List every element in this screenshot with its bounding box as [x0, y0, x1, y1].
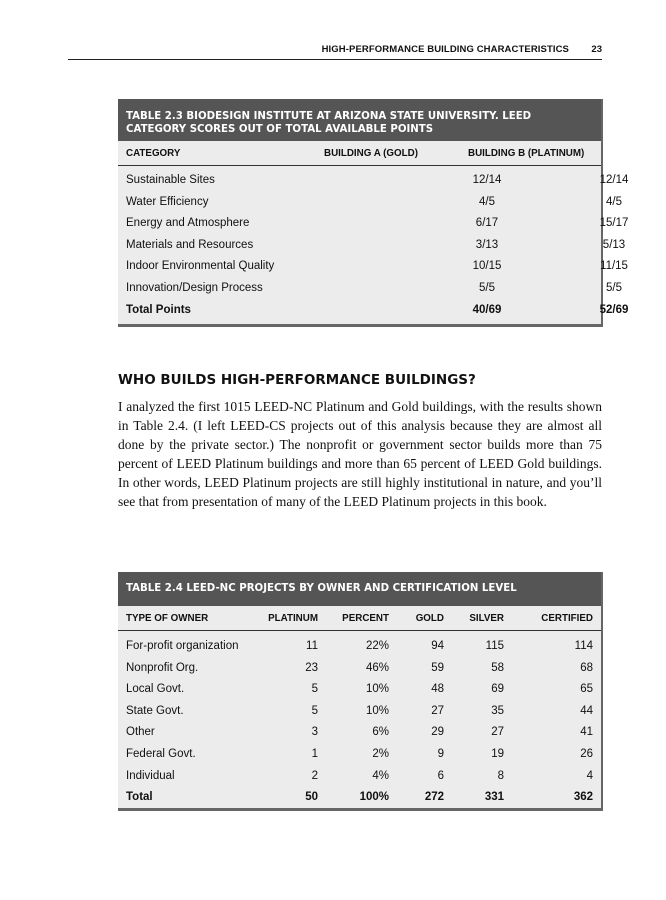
table-row	[118, 212, 629, 234]
percent-cell: 22%	[365, 640, 389, 652]
platinum-cell: 11	[306, 640, 318, 652]
certified-cell: 26	[580, 747, 593, 760]
owner-cell: Federal Govt.	[126, 747, 196, 760]
building-b-cell: 15/17	[599, 217, 629, 230]
platinum-cell: 23	[305, 661, 318, 674]
gold-cell: 6	[437, 769, 444, 782]
gold-cell: 29	[431, 726, 444, 739]
silver-cell: 69	[491, 683, 504, 696]
table-row	[118, 277, 622, 299]
percent-cell: 4%	[372, 769, 389, 782]
table-row	[118, 255, 628, 277]
building-b-cell: 12/14	[599, 174, 629, 186]
building-b-cell: 4/5	[606, 195, 622, 208]
building-a-cell: 4/5	[479, 195, 495, 208]
column-header-percent: PERCENT	[342, 613, 389, 624]
table-row	[118, 635, 601, 657]
silver-cell: 8	[497, 769, 504, 782]
column-header-gold: GOLD	[415, 613, 444, 624]
percent-cell: 46%	[365, 661, 389, 674]
category-cell: Sustainable Sites	[126, 174, 215, 186]
percent-cell: 10%	[365, 683, 389, 696]
column-header-category: CATEGORY	[126, 148, 181, 159]
building-a-cell: 6/17	[475, 217, 499, 230]
certified-cell: 4	[586, 769, 593, 782]
silver-cell: 115	[485, 640, 504, 652]
category-cell: Materials and Resources	[126, 238, 254, 251]
table-body	[118, 166, 629, 320]
body-paragraph: I analyzed the first 1015 LEED-NC Platinum and Gold buildings, with the results shown in Table 2.4. (I left LEED-CS projects out of this analysis because they are almost all done by the private sector.) The nonprofit or government sector builds more than 75 percent of LEED Platinum buildings and more than 65 percent of LEED Gold buildings. In other words, LEED Platinum projects are still highly institutional in nature, and you’ll see that from presentation of many of the LEED Platinum projects in this book.	[118, 399, 602, 509]
table-total-row	[118, 786, 601, 808]
platinum-cell: 5	[311, 704, 318, 717]
platinum-cell: 5	[311, 683, 318, 696]
certified-cell: 65	[580, 683, 593, 696]
building-a-cell: 5/5	[479, 281, 495, 294]
category-cell: Indoor Environmental Quality	[126, 260, 275, 273]
certified-cell: 68	[580, 661, 593, 674]
section-heading: WHO BUILDS HIGH-PERFORMANCE BUILDINGS?	[118, 372, 476, 388]
building-b-cell: 52/69	[599, 303, 629, 316]
percent-cell: 6%	[372, 726, 389, 739]
owner-cell: Total	[126, 791, 153, 804]
silver-cell: 19	[491, 747, 504, 760]
building-a-cell: 40/69	[472, 303, 502, 316]
silver-cell: 331	[484, 791, 504, 804]
gold-cell: 9	[437, 747, 444, 760]
building-b-cell: 5/13	[602, 238, 626, 251]
gold-cell: 48	[431, 683, 444, 696]
gold-cell: 59	[431, 661, 444, 674]
table-2-3	[118, 99, 629, 327]
certified-cell: 41	[580, 726, 593, 739]
table-header-row	[118, 606, 601, 631]
silver-cell: 35	[491, 704, 504, 717]
column-header-certified: CERTIFIED	[541, 613, 593, 624]
table-row	[118, 700, 601, 722]
table-row	[118, 765, 601, 787]
platinum-cell: 3	[311, 726, 318, 739]
column-header-platinum: PLATINUM	[268, 613, 318, 624]
owner-cell: Nonprofit Org.	[126, 661, 199, 674]
certified-cell: 362	[573, 791, 593, 804]
table-row	[118, 234, 626, 256]
platinum-cell: 50	[305, 791, 318, 804]
owner-cell: Other	[126, 726, 155, 739]
gold-cell: 27	[431, 704, 444, 717]
silver-cell: 27	[491, 726, 504, 739]
column-header-type-of-owner: TYPE OF OWNER	[126, 613, 209, 624]
category-cell: Energy and Atmosphere	[126, 217, 250, 230]
table-body	[118, 631, 601, 808]
table-caption: TABLE 2.4 LEED-NC PROJECTS BY OWNER AND CERTIFICATION LEVEL	[118, 572, 601, 606]
building-a-cell: 10/15	[472, 260, 502, 273]
page-number: 23	[591, 44, 602, 55]
owner-cell: For-profit organization	[126, 640, 239, 652]
gold-cell: 94	[431, 640, 444, 652]
percent-cell: 10%	[365, 704, 389, 717]
table-header-row	[118, 141, 601, 166]
percent-cell: 100%	[359, 791, 389, 804]
building-b-cell: 11/15	[600, 260, 628, 273]
column-header-building-b: BUILDING B (PLATINUM)	[468, 148, 585, 159]
page-header	[68, 44, 602, 60]
table-total-row	[118, 299, 629, 321]
category-cell: Water Efficiency	[126, 195, 209, 208]
building-b-cell: 5/5	[606, 281, 622, 294]
category-cell: Total Points	[126, 303, 191, 316]
table-row	[118, 169, 629, 191]
category-cell: Innovation/Design Process	[126, 281, 263, 294]
column-header-building-a: BUILDING A (GOLD)	[324, 148, 418, 159]
table-2-4	[118, 572, 603, 811]
table-row	[118, 743, 601, 765]
table-row	[118, 657, 601, 679]
building-a-cell: 3/13	[475, 238, 499, 251]
table-row	[118, 721, 601, 743]
column-header-silver: SILVER	[469, 613, 504, 624]
table-row	[118, 191, 622, 213]
certified-cell: 114	[574, 640, 593, 652]
running-head: HIGH-PERFORMANCE BUILDING CHARACTERISTICS	[321, 44, 569, 55]
building-a-cell: 12/14	[472, 174, 502, 186]
table-caption: TABLE 2.3 BIODESIGN INSTITUTE AT ARIZONA STATE UNIVERSITY. LEED CATEGORY SCORES OUT OF TOTAL AVAILABLE POINTS	[118, 99, 601, 141]
certified-cell: 44	[580, 704, 593, 717]
silver-cell: 58	[491, 661, 504, 674]
platinum-cell: 2	[311, 769, 318, 782]
platinum-cell: 1	[311, 747, 318, 760]
owner-cell: Local Govt.	[126, 683, 185, 696]
owner-cell: State Govt.	[126, 704, 184, 717]
owner-cell: Individual	[126, 769, 175, 782]
percent-cell: 2%	[372, 747, 389, 760]
table-row	[118, 678, 601, 700]
gold-cell: 272	[424, 791, 444, 804]
